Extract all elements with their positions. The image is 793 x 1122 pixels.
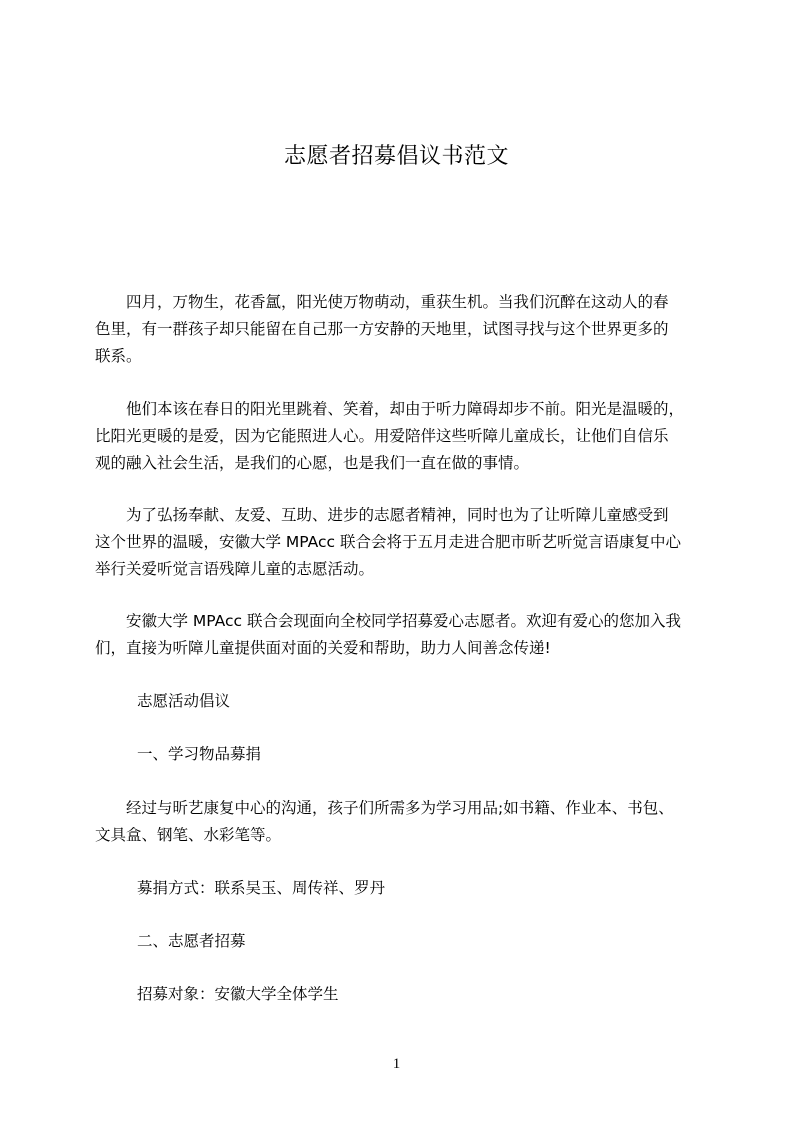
paragraph-line: 文具盒、钢笔、水彩笔等。 xyxy=(95,826,282,844)
paragraph-line: 们，直接为听障儿童提供面对面的关爱和帮助，助力人间善念传递! xyxy=(95,639,551,657)
paragraph-line: 色里，有一群孩子却只能留在自己那一方安静的天地里，试图寻找与这个世界更多的 xyxy=(95,320,669,338)
paragraph-line: 举行关爱听觉言语残障儿童的志愿活动。 xyxy=(95,560,375,578)
paragraph-line: 他们本该在春日的阳光里跳着、笑着，却由于听力障碍却步不前。阳光是温暖的， xyxy=(126,400,685,418)
paragraph-donation xyxy=(95,795,705,849)
paragraph-line: 为了弘扬奉献、友爱、互助、进步的志愿者精神，同时也为了让听障儿童感受到 xyxy=(126,506,669,524)
section-heading: 志愿活动倡议 xyxy=(137,692,231,710)
recruit-target: 招募对象：安徽大学全体学生 xyxy=(137,985,339,1003)
paragraph-recruit xyxy=(95,608,705,662)
paragraph-line: 四月，万物生，花香氲，阳光使万物萌动，重获生机。当我们沉醉在这动人的春 xyxy=(126,293,669,311)
item1-heading: 一、学习物品募捐 xyxy=(137,745,262,763)
page-number: 1 xyxy=(392,1056,401,1072)
donation-contact: 募捐方式：联系吴玉、周传祥、罗丹 xyxy=(137,879,386,897)
paragraph-line: 观的融入社会生活，是我们的心愿，也是我们一直在做的事情。 xyxy=(95,454,530,472)
paragraph-intro xyxy=(95,289,705,370)
paragraph-line: 安徽大学 MPAcc 联合会现面向全校同学招募爱心志愿者。欢迎有爱心的您加入我 xyxy=(126,612,681,630)
document-title: 志愿者招募倡议书范文 xyxy=(283,144,509,169)
item2-heading: 二、志愿者招募 xyxy=(137,932,246,950)
paragraph-line: 联系。 xyxy=(95,347,142,365)
paragraph-sunshine xyxy=(95,396,705,477)
paragraph-activity xyxy=(95,502,705,583)
paragraph-line: 比阳光更暖的是爱，因为它能照进人心。用爱陪伴这些听障儿童成长，让他们自信乐 xyxy=(95,427,669,445)
paragraph-line: 经过与昕艺康复中心的沟通，孩子们所需多为学习用品;如书籍、作业本、书包、 xyxy=(126,799,674,817)
paragraph-line: 这个世界的温暖，安徽大学 MPAcc 联合会将于五月走进合肥市昕艺听觉言语康复中心 xyxy=(95,533,681,551)
